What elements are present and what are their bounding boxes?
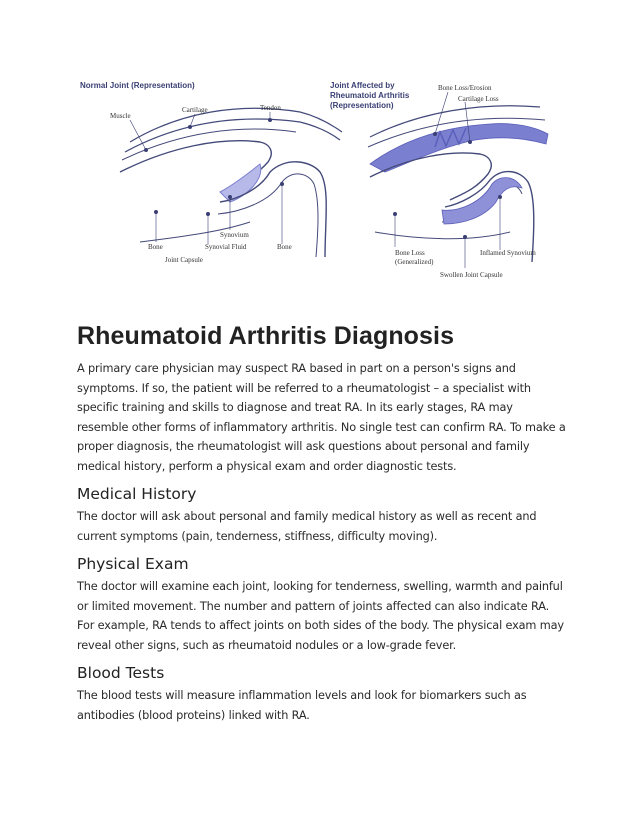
normal-joint-diagram [80,81,342,264]
label-tendon: Tendon [260,104,281,112]
article [77,322,567,725]
label-inflamed-synovium: Inflamed Synovium [480,249,536,257]
section-body-medical-history: The doctor will ask about personal and family medical history as well as recent and current symptoms (pain, tenderness, stiffness, difficulty moving). [77,510,537,543]
label-synovial-fluid: Synovial Fluid [205,243,247,251]
label-joint-capsule: Joint Capsule [165,256,203,264]
section-body-blood-tests: The blood tests will measure inflammation levels and look for biomarkers such as antibodies (blood proteins) linked with RA. [77,689,527,722]
label-cartilage-loss: Cartilage Loss [458,95,499,103]
label-muscle: Muscle [110,112,131,120]
intro-paragraph: A primary care physician may suspect RA based in part on a person's signs and symptoms. If so, the patient will be referred to a rheumatologist – a specialist with specific training and skills to diagnose and treat RA. In its early stages, RA may resemble other forms of inflammatory arthritis. No single test can confirm RA. To make a proper diagnosis, the rheumatologist will ask questions about personal and family medical history, perform a physical exam and order diagnostic tests. [77,362,566,473]
section-heading-blood-tests: Blood Tests [77,664,165,682]
label-swollen-joint-capsule: Swollen Joint Capsule [440,271,503,279]
label-generalized: (Generalized) [395,258,434,266]
label-bone-left: Bone [148,243,163,251]
ra-title-line3: (Representation) [330,101,394,110]
normal-joint-title: Normal Joint (Representation) [80,81,195,90]
section-heading-physical-exam: Physical Exam [77,555,189,573]
ra-title-line1: Joint Affected by [330,81,395,90]
section-heading-medical-history: Medical History [77,485,197,503]
ra-joint-diagram [330,81,548,279]
label-bone-loss: Bone Loss [395,249,425,257]
section-body-physical-exam: The doctor will examine each joint, looking for tenderness, swelling, warmth and painful or limited movement. The number and pattern of joints affected can also indicate RA. For example, RA tends to affect joints on both sides of the body. The physical exam may reveal other signs, such as rheumatoid nodules or a low-grade fever. [77,580,564,652]
joint-comparison-figure [70,72,560,292]
label-bone-loss-erosion: Bone Loss/Erosion [438,84,492,92]
joint-diagram [70,72,560,292]
label-cartilage: Cartilage [182,106,208,114]
page-title: Rheumatoid Arthritis Diagnosis [77,322,455,350]
label-bone-right: Bone [277,243,292,251]
ra-title-line2: Rheumatoid Arthritis [330,91,410,100]
label-synovium: Synovium [220,231,249,239]
